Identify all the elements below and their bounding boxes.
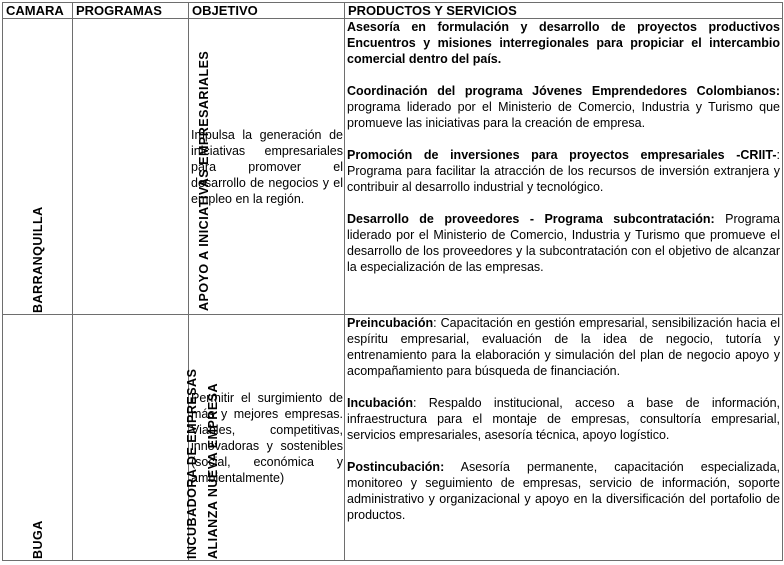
product-title: Coordinación del programa Jóvenes Emprendedores Colombianos:	[347, 84, 780, 98]
product-item	[347, 459, 780, 523]
product-text: : Capacitación en gestión empresarial, sensibilización hacia el espíritu empresarial, evaluación de la idea de negocio, tutoría y entrenamiento para la elaboración y simulación del plan de negocio apoyo y acompañamiento para búsqueda de financiación.	[347, 316, 780, 378]
product-item	[347, 211, 780, 275]
objetivo-text: Impulsa la generación de iniciativas empresariales para promover el desarrollo de negocios y el empleo en la región.	[191, 127, 343, 206]
product-item	[347, 315, 780, 379]
product-item	[347, 19, 780, 67]
camara-name: BUGA	[31, 520, 45, 559]
product-text: : Programa para facilitar la atracción de los recursos de inversión extranjera y contribuir al desarrollo industrial y tecnológico.	[347, 148, 780, 194]
productos-cell	[345, 19, 783, 315]
product-title: Incubación	[347, 396, 413, 410]
product-item	[347, 83, 780, 131]
product-text: : Respaldo institucional, acceso a base de información, infraestructura para el montaje de empresas, consultoría empresarial, servicios empresariales, asesoría técnica, apoyo logístico.	[347, 396, 780, 442]
product-item	[347, 147, 780, 195]
header-productos: PRODUCTOS Y SERVICIOS	[345, 3, 783, 19]
programs-table	[2, 2, 783, 561]
product-text: Programa liderado por el Ministerio de Comercio, Industria y Turismo que promueve el desarrollo de los proveedores y la subcontratación con el objetivo de alcanzar la especialización de las empresas.	[347, 212, 780, 274]
productos-cell	[345, 315, 783, 561]
product-item	[347, 395, 780, 443]
header-programas: PROGRAMAS	[73, 3, 189, 19]
product-title: Preincubación	[347, 316, 434, 330]
objetivo-text: Permitir el surgimiento de más y mejores empresas. Viables, competitivas, innovadoras y sostenibles (social, económica y ambientalmente)	[191, 390, 343, 485]
table-row	[3, 19, 783, 315]
header-camara: CAMARA	[3, 3, 73, 19]
product-text: Asesoría permanente, capacitación especializada, monitoreo y seguimiento de empresas, servicio de información, soporte administrativo y organizacional y apoyo en la diversificación del portafolio de productos.	[347, 460, 780, 522]
camara-cell	[3, 315, 73, 561]
camara-name: BARRANQUILLA	[31, 206, 45, 313]
camara-cell	[3, 19, 73, 315]
programa-line1: INCUBADORA DE EMPRESAS	[185, 368, 199, 559]
product-title: Asesoría en formulación y desarrollo de proyectos productivos Encuentros y misiones interregionales para propiciar el intercambio comercial dentro del país.	[347, 20, 780, 66]
programa-cell	[73, 19, 211, 315]
programa-cell	[73, 315, 220, 561]
programa-name: APOYO A INICIATIVAS EMPRESARIALES	[197, 50, 211, 311]
programa-line2: ALIANZA NUEVA EMPRESA	[206, 382, 220, 559]
product-title: Desarrollo de proveedores - Programa subcontratación:	[347, 212, 715, 226]
header-row	[3, 3, 783, 19]
product-text: programa liderado por el Ministerio de Comercio, Industria y Turismo que promueve las iniciativas para la creación de empresa.	[347, 100, 780, 130]
table-row	[3, 315, 783, 561]
product-title: Postincubación:	[347, 460, 445, 474]
product-title: Promoción de inversiones para proyectos empresariales -CRIIT-	[347, 148, 777, 162]
header-objetivo: OBJETIVO	[189, 3, 345, 19]
